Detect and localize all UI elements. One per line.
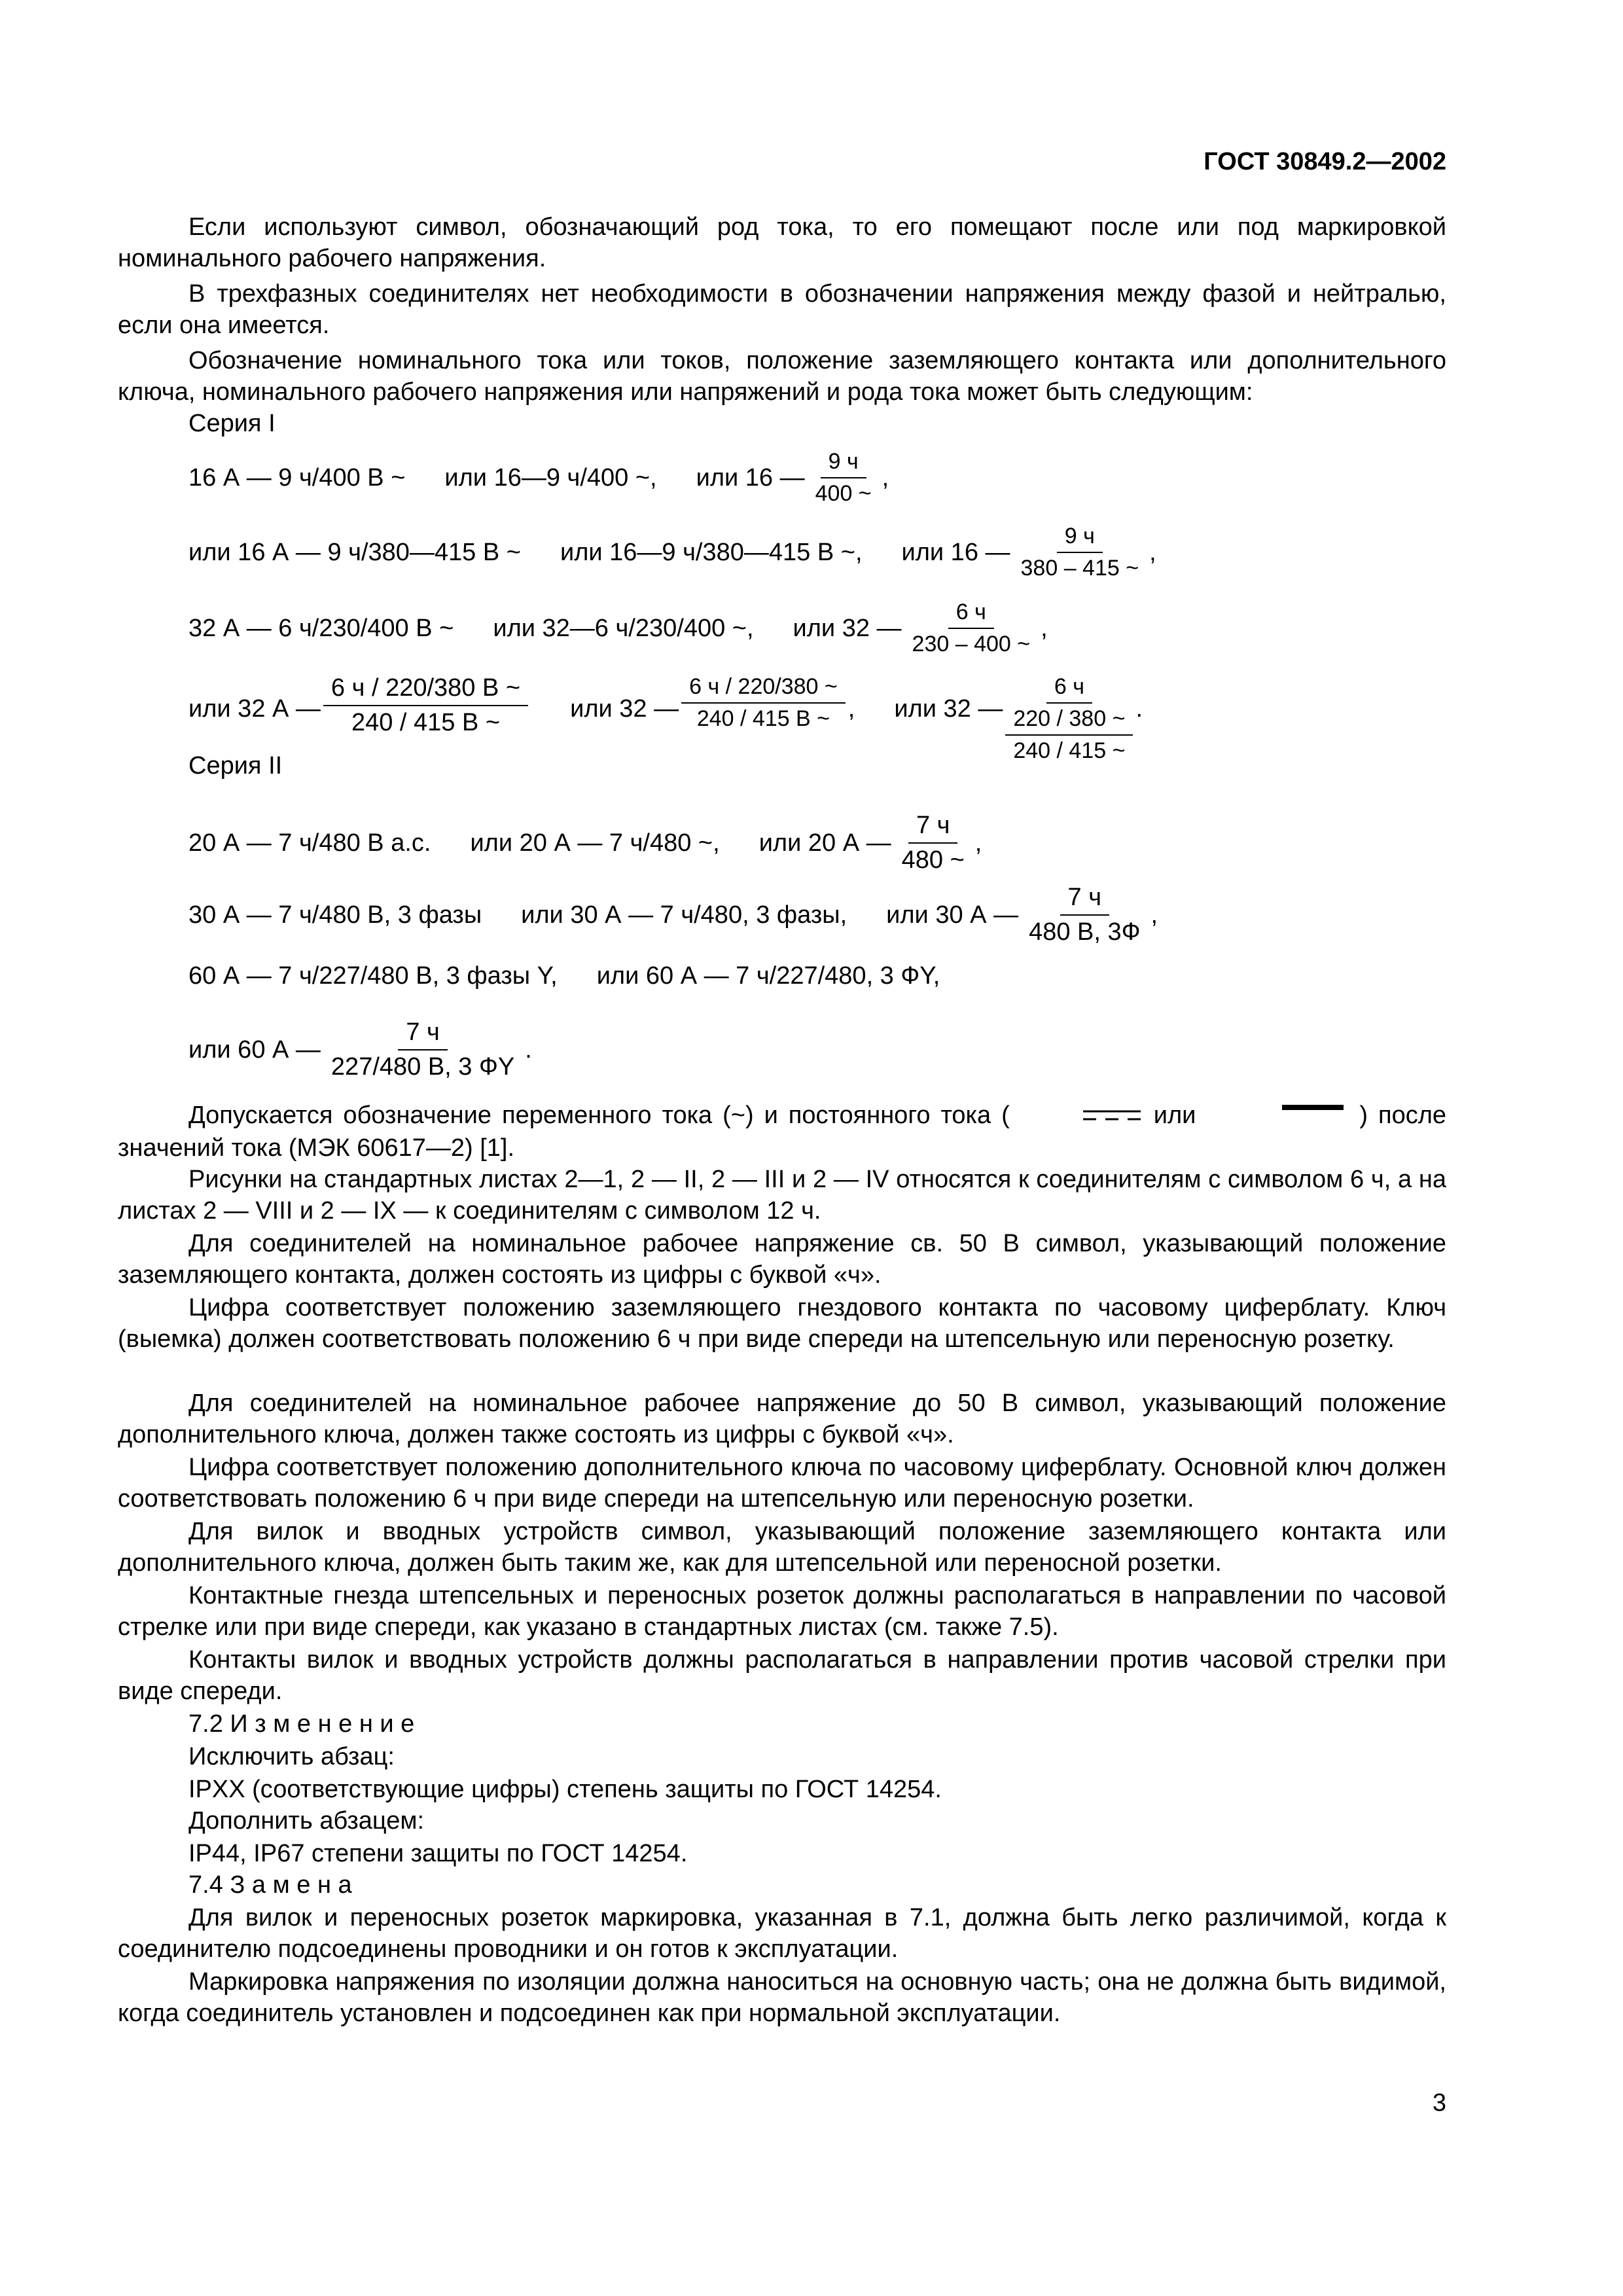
fraction-denominator: 240 / 415 В ~ — [696, 706, 830, 731]
fraction-numerator: 7 ч — [1060, 884, 1110, 916]
formula-text: или 32 А — — [188, 695, 321, 723]
document-header: ГОСТ 30849.2—2002 — [1204, 148, 1446, 175]
fraction-denominator: 240 / 415 ~ — [1013, 738, 1126, 763]
formula-text: или 20 А — 7 ч/480 ~, — [470, 829, 720, 857]
fraction-numerator: 6 ч / 220/380 В ~ — [323, 674, 528, 706]
formula-row: 32 А — 6 ч/230/400 В ~ или 32—6 ч/230/400 ~, или 32 — $\frac{6 ч}{230 - 400 \sim}$ , — [188, 600, 1048, 656]
series-label: Серия II — [188, 752, 283, 780]
fraction — [808, 449, 880, 507]
paragraph: Для соединителей на номинальное рабочее напряжение до 50 В символ, указывающий положение дополнительного ключа, должен также состоять из цифры с буквой «ч». — [118, 1390, 1446, 1448]
formula-text: или 16 А — 9 ч/380—415 В ~ — [188, 538, 521, 566]
fraction-numerator: 9 ч — [1057, 524, 1103, 553]
text-line: IPXX (соответствующие цифры) степень защиты по ГОСТ 14254. — [188, 1776, 942, 1803]
fraction-denominator: 380 – 415 ~ — [1020, 556, 1139, 581]
paragraph: Обозначение номинального тока или токов, положение заземляющего контакта или дополнительного ключа, номинального рабочего напряжения или напряжений и рода тока может быть следующим: — [118, 347, 1446, 406]
fraction-numerator: 7 ч — [398, 1018, 448, 1050]
text-line: Исключить абзац: — [188, 1743, 395, 1770]
fraction — [894, 812, 972, 874]
formula-text: или 16 — — [696, 463, 805, 492]
fraction-denominator: 480 ~ — [901, 846, 965, 874]
formula-row: или 60 А — $\frac{7 ч}{227/480 В, 3 ФY}$ . — [188, 1018, 532, 1081]
fraction-numerator: 6 ч / 220/380 ~ — [681, 674, 846, 704]
formula-text: 32 А — 6 ч/230/400 В ~ — [188, 614, 454, 642]
formula-row: 20 А — 7 ч/480 В а.с. или 20 А — 7 ч/480 ~, или 20 А — $\frac{7 ч}{480 \sim}$ , — [188, 812, 982, 874]
formula-text: или 32—6 ч/230/400 ~, — [493, 614, 754, 642]
dc-line-symbol — [1206, 1101, 1349, 1132]
fraction-numerator: 6 ч — [1046, 674, 1092, 704]
text-line: Дополнить абзацем: — [188, 1807, 425, 1835]
formula-row: 30 А — 7 ч/480 В, 3 фазы или 30 А — 7 ч/480, 3 фазы, или 30 А — $\frac{7 ч}{480 В, 3Ф}$ , — [188, 884, 1158, 946]
paragraph: Если используют символ, обозначающий род тока, то его помещают после или под маркировкой номинального рабочего напряжения. — [118, 213, 1446, 272]
fraction-numerator: 9 ч — [821, 449, 866, 478]
formula-row: или 16 А — 9 ч/380—415 В ~ или 16—9 ч/380—415 В ~, или 16 — $\frac{9 ч}{380 - 415 \sim}$ , — [188, 524, 1156, 581]
formula-text: 20 А — 7 ч/480 В а.с. — [188, 829, 431, 857]
formula-row: или 32 А — $\frac{6 ч / 220/380 В \sim}{240 / 415 В \sim}$ или 32 — $\frac{6 ч / 220/380 \sim}{240 / 415 В \sim}$ , или 32 — 6 ч 220 / 380 ~ 240 / 415 ~ . — [188, 674, 1143, 763]
formula-text: 60 А — 7 ч/227/480 В, 3 фазы Y, — [188, 962, 558, 990]
formula-text: или 60 А — — [188, 1035, 321, 1064]
paragraph: Маркировка напряжения по изоляции должна наноситься на основную часть; она не должна быть видимой, когда соединитель установлен и подсоединен как при нормальной эксплуатации. — [118, 1968, 1446, 2027]
paragraph: Контакты вилок и вводных устройств должны располагаться в направлении против часовой стрелки при виде спереди. — [118, 1646, 1446, 1705]
formula-text: или 16—9 ч/380—415 В ~, — [560, 538, 863, 566]
formula-text: или 60 А — 7 ч/227/480, 3 ФY, — [596, 962, 940, 990]
formula-text: или 32 — — [570, 695, 679, 723]
series-label: Серия I — [188, 410, 276, 437]
text-line: IP44, IP67 степени защиты по ГОСТ 14254. — [188, 1840, 688, 1867]
paragraph: Контактные гнезда штепсельных и переносных розеток должны располагаться в направлении по часовой стрелке или при виде спереди, как указано в стандартных листах (см. также 7.5). — [118, 1582, 1446, 1641]
fraction-numerator: 7 ч — [908, 812, 958, 844]
fraction-denominator: 480 В, 3Ф — [1029, 918, 1141, 946]
formula-text: или 30 А — — [886, 901, 1019, 929]
section-heading: 7.4 З а м е н а — [188, 1871, 352, 1899]
fraction — [681, 674, 846, 732]
formula-text: или 32 — — [894, 695, 1003, 723]
formula-row — [188, 962, 940, 990]
formula-text: или 32 — — [793, 614, 902, 642]
paragraph: Для вилок и вводных устройств символ, указывающий положение заземляющего контакта или дополнительного ключа, должен быть таким же, как для штепсельной или переносной розетки. — [118, 1518, 1446, 1577]
paragraph: В трехфазных соединителях нет необходимости в обозначении напряжения между фазой и нейтралью, если она имеется. — [118, 280, 1446, 339]
paragraph: Допускается обозначение переменного тока (~) и постоянного тока ( или ) после значений тока (МЭК 60617—2) [1]. — [118, 1102, 1447, 1162]
formula-text: или 20 А — — [758, 829, 891, 857]
paragraph: Цифра соответствует положению дополнительного ключа по часовому циферблату. Основной ключ должен соответствовать положению 6 ч при виде спереди на штепсельную или переносную розетки. — [118, 1454, 1446, 1513]
formula-text: 30 А — 7 ч/480 В, 3 фазы — [188, 901, 482, 929]
formula-text: или 16 — — [901, 538, 1010, 566]
section-heading: 7.2 И з м е н е н и е — [188, 1710, 415, 1738]
fraction-denominator: 230 – 400 ~ — [912, 632, 1031, 656]
formula-row: 16 А — 9 ч/400 В ~ или 16—9 ч/400 ~, или 16 — $\frac{9 ч}{400 \sim}$ , — [188, 449, 889, 506]
paragraph: Рисунки на стандартных листах 2—1, 2 — II, 2 — III и 2 — IV относятся к соединителям с символом 6 ч, а на листах 2 — VIII и 2 — IX — к соединителям с символом 12 ч. — [118, 1166, 1446, 1225]
dc-dashed-symbol — [1010, 1101, 1143, 1132]
fraction-numerator: 6 ч — [948, 600, 994, 629]
fraction-denominator: 227/480 В, 3 ФY — [330, 1053, 515, 1081]
paragraph: Цифра соответствует положению заземляющего гнездового контакта по часовому циферблату. Ключ (выемка) должен соответствовать положению 6 ч при виде спереди на штепсельную или переносную розетку. — [118, 1294, 1446, 1353]
fraction — [1021, 884, 1148, 946]
fraction — [323, 1018, 522, 1081]
paragraph: Для соединителей на номинальное рабочее напряжение св. 50 В символ, указывающий положение заземляющего контакта, должен состоять из цифры с буквой «ч». — [118, 1230, 1446, 1289]
fraction-middle: 220 / 380 ~ — [1005, 704, 1133, 736]
formula-text: 16 А — 9 ч/400 В ~ — [188, 463, 406, 492]
fraction — [323, 674, 528, 737]
fraction — [904, 600, 1039, 657]
fraction-denominator: 400 ~ — [815, 481, 872, 506]
formula-text: или 16—9 ч/400 ~, — [444, 463, 657, 492]
formula-text: или 30 А — 7 ч/480, 3 фазы, — [521, 901, 847, 929]
fraction — [1013, 524, 1147, 581]
fraction-denominator: 240 / 415 В ~ — [351, 709, 501, 736]
page-number: 3 — [1432, 2089, 1446, 2117]
fraction — [1005, 674, 1133, 764]
paragraph: Для вилок и переносных розеток маркировка, указанная в 7.1, должна быть легко различимой, когда к соединителю подсоединены проводники и он готов к эксплуатации. — [118, 1904, 1446, 1963]
